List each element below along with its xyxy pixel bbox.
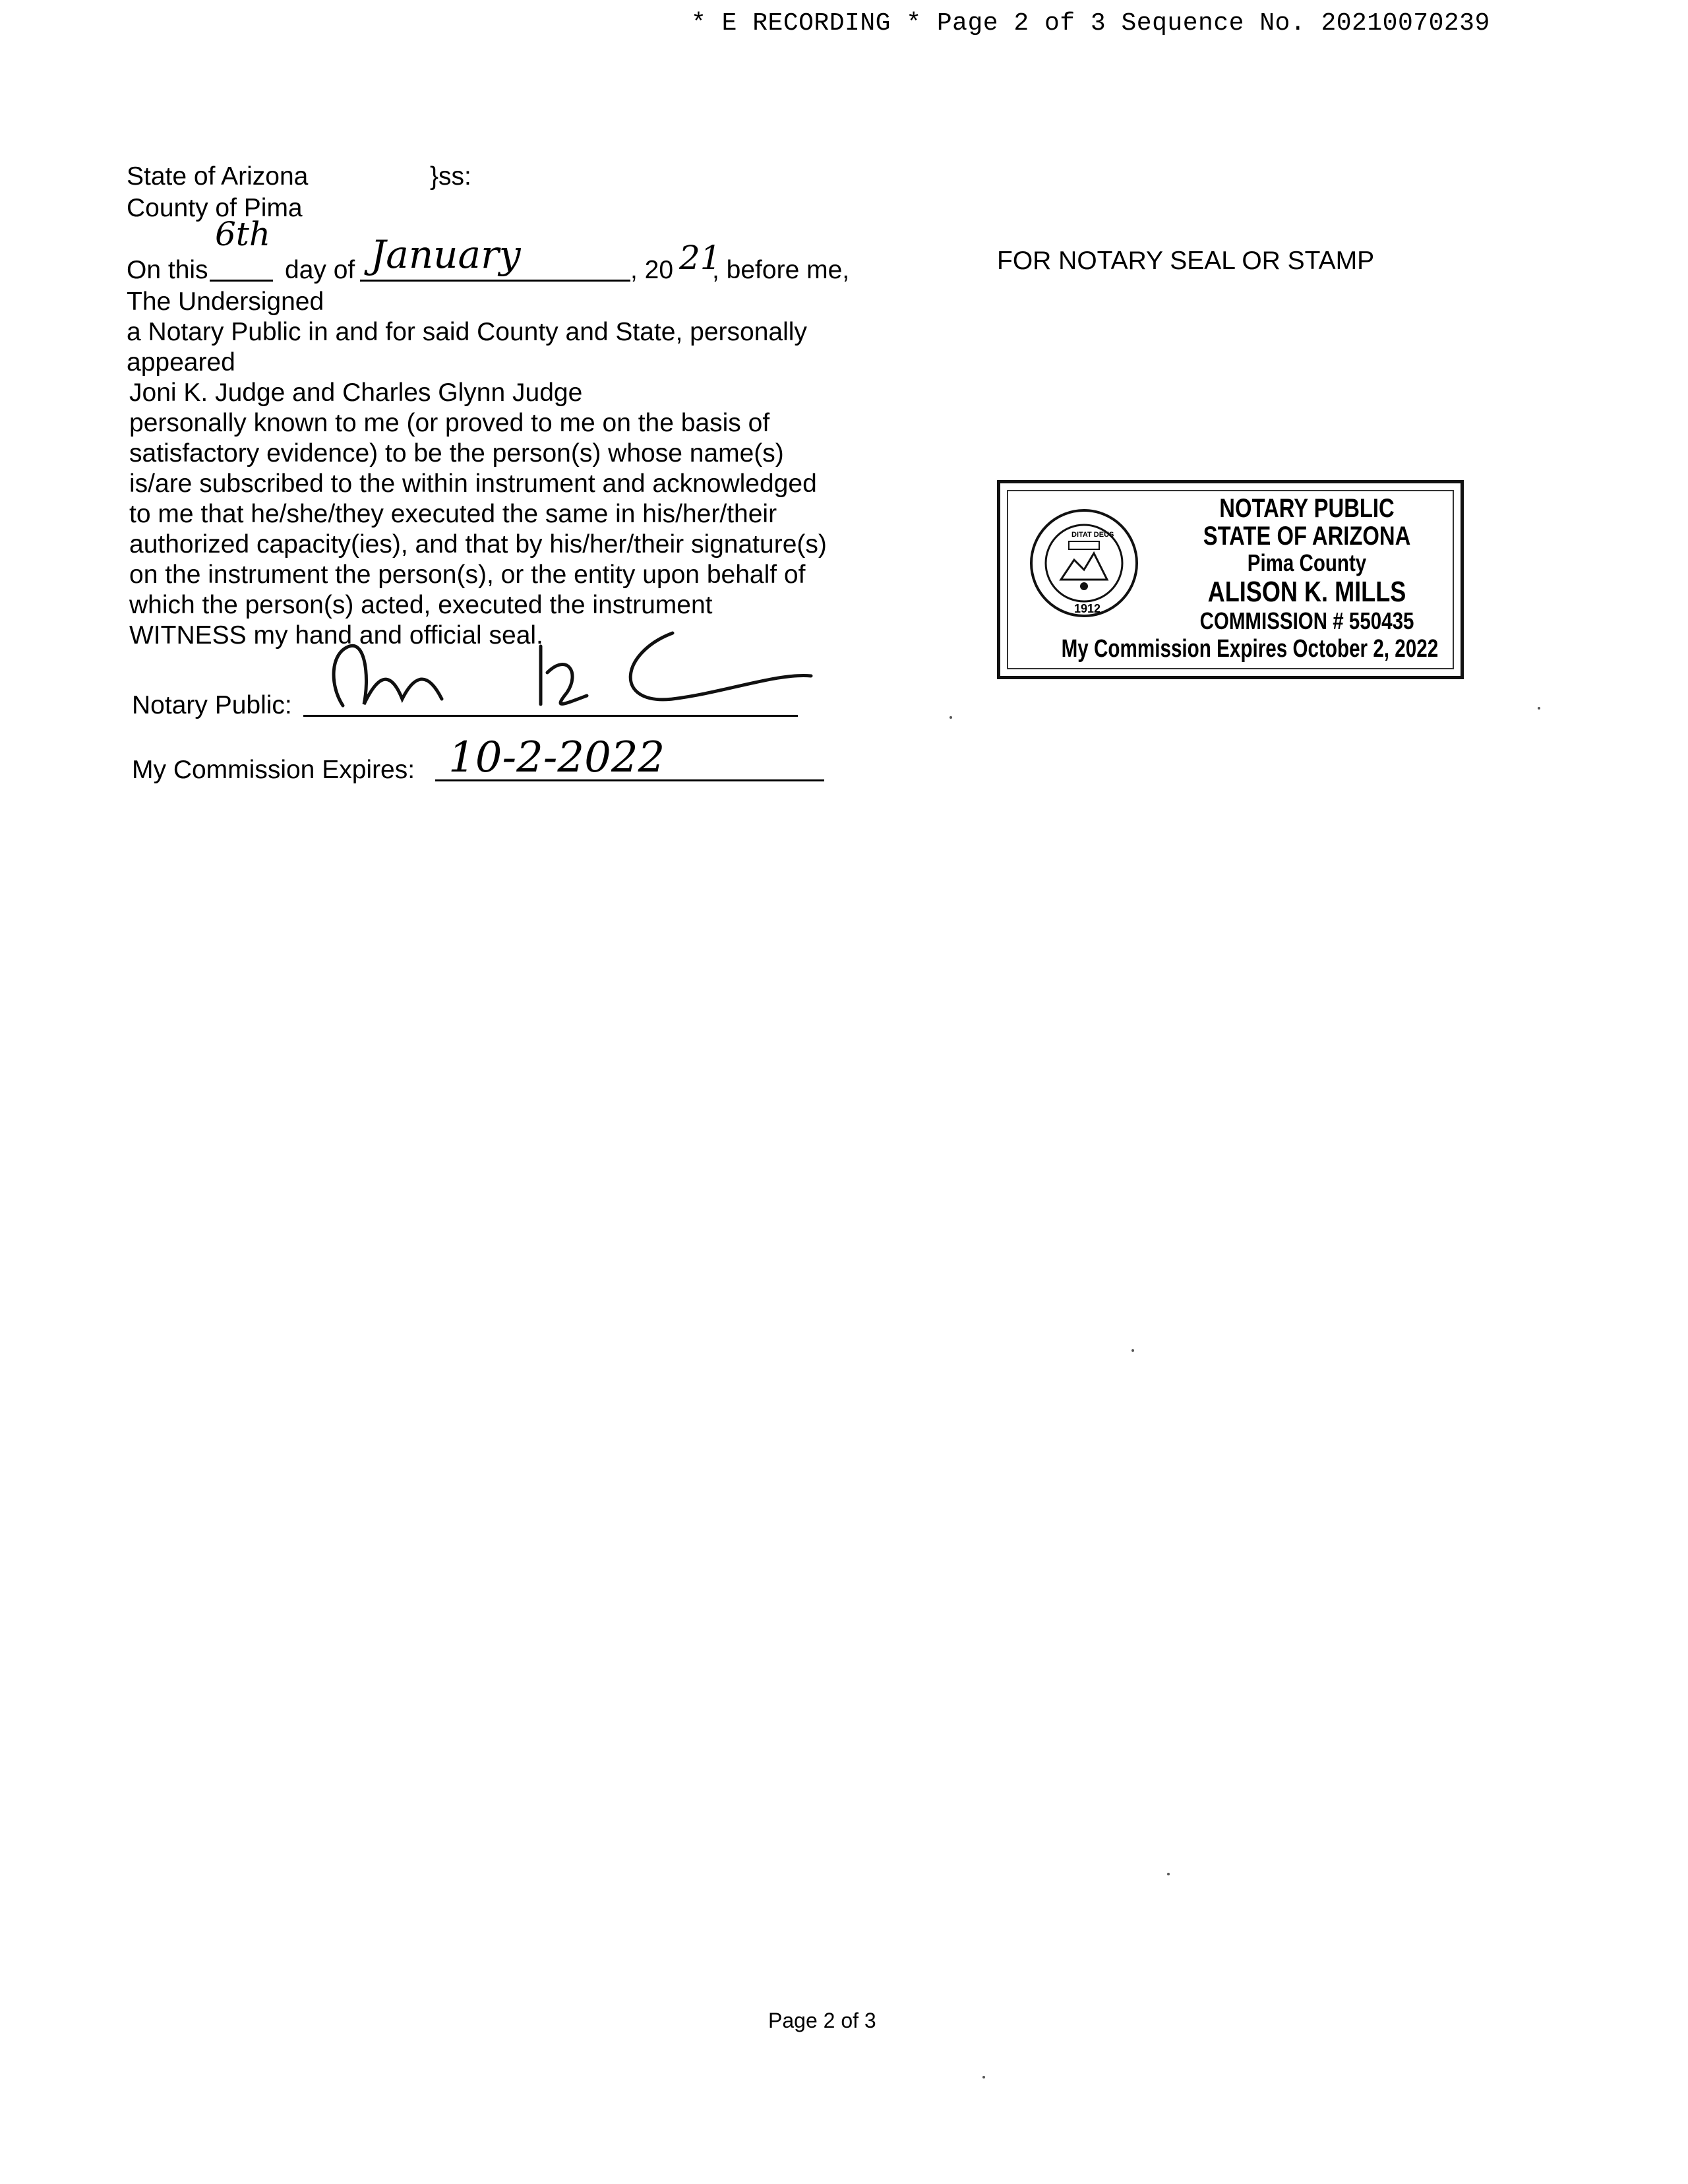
page-number: Page 2 of 3 <box>768 2009 876 2032</box>
officer-name: The Undersigned <box>127 288 324 316</box>
before-me-label: , before me, <box>712 256 850 284</box>
body-line: on the instrument the person(s), or the entity upon behalf of <box>129 561 806 589</box>
scan-speck <box>982 2076 985 2078</box>
notary-signature <box>303 626 824 719</box>
scan-speck <box>950 716 952 719</box>
seal-year: 1912 <box>1074 602 1101 615</box>
commission-expires-label: My Commission Expires: <box>132 756 415 784</box>
venue-ss: }ss: <box>430 162 471 191</box>
year-handwritten: 21 <box>679 239 721 277</box>
signers-names: Joni K. Judge and Charles Glynn Judge <box>129 379 583 407</box>
scan-speck <box>1131 1349 1134 1352</box>
day-underline <box>210 280 273 282</box>
body-line: to me that he/she/they executed the same in his/her/their <box>129 500 777 528</box>
notary-line: a Notary Public in and for said County and State, personally <box>127 318 807 346</box>
venue-county: County of Pima <box>127 194 303 222</box>
witness-line: WITNESS my hand and official seal. <box>129 621 543 650</box>
recording-header: * E RECORDING * Page 2 of 3 Sequence No. 20210070239 <box>691 9 1490 38</box>
scan-speck <box>1167 1873 1170 1875</box>
seal-motto: DITAT DEUS <box>1071 531 1114 539</box>
stamp-notary-name: ALISON K. MILLS <box>1207 576 1406 608</box>
notary-public-label: Notary Public: <box>132 691 292 719</box>
stamp-title: NOTARY PUBLIC <box>1219 494 1395 523</box>
on-this-label: On this <box>127 256 208 284</box>
notary-stamp <box>997 480 1464 679</box>
stamp-expiration: My Commission Expires October 2, 2022 <box>1061 635 1439 663</box>
stamp-commission-number: COMMISSION # 550435 <box>1199 607 1414 634</box>
scan-speck <box>1538 707 1540 710</box>
seal-area-label: FOR NOTARY SEAL OR STAMP <box>997 247 1375 275</box>
body-line: satisfactory evidence) to be the person(s) whose name(s) <box>129 439 784 468</box>
commission-expires-handwritten: 10-2-2022 <box>448 733 665 782</box>
day-handwritten: 6th <box>215 215 271 253</box>
commission-expires-underline <box>435 779 824 781</box>
day-of-label: day of <box>285 256 355 284</box>
stamp-county: Pima County <box>1247 549 1367 576</box>
body-line: which the person(s) acted, executed the instrument <box>129 591 713 619</box>
stamp-state: STATE OF ARIZONA <box>1203 522 1411 551</box>
month-handwritten: January <box>371 232 521 277</box>
body-line: personally known to me (or proved to me on the basis of <box>129 409 770 437</box>
month-underline <box>360 280 630 282</box>
venue-state: State of Arizona <box>127 162 309 191</box>
appeared-line: appeared <box>127 348 235 377</box>
year-prefix: , 20 <box>630 256 674 284</box>
body-line: is/are subscribed to the within instrument and acknowledged <box>129 470 817 498</box>
body-line: authorized capacity(ies), and that by his/her/their signature(s) <box>129 530 827 559</box>
